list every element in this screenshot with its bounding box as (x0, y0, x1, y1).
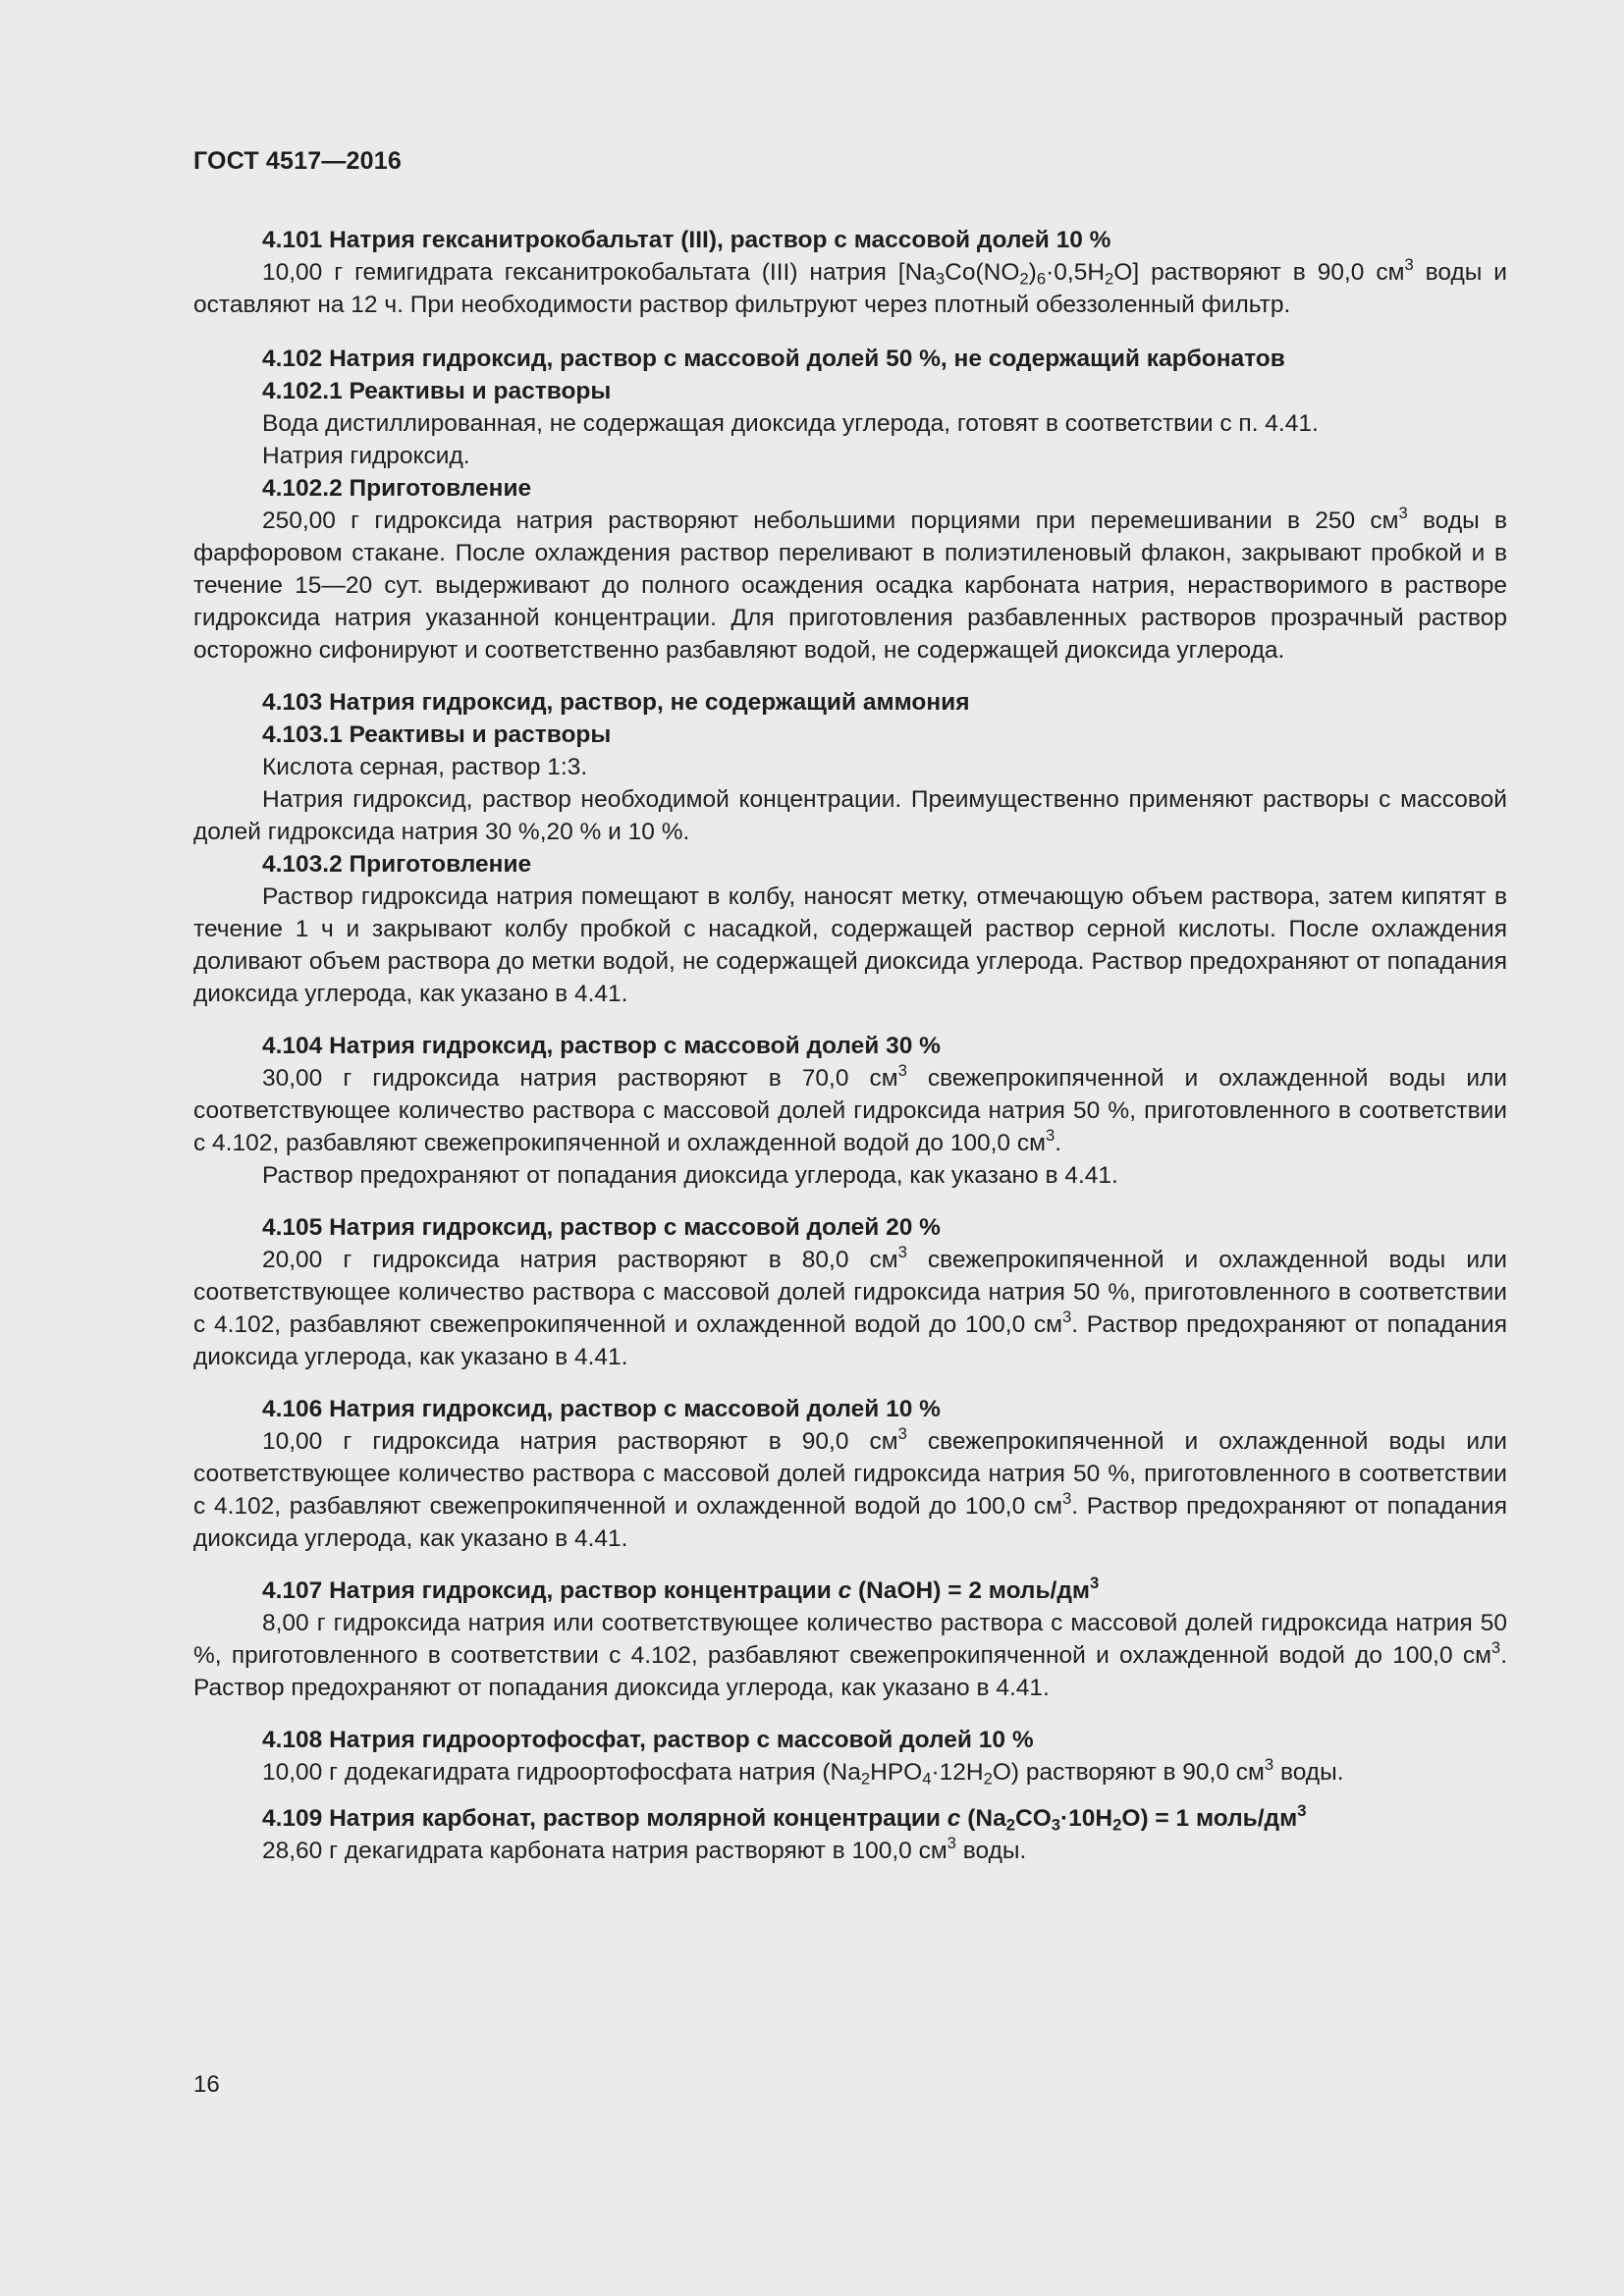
paragraph: 250,00 г гидроксида натрия растворяют небольшими порциями при перемешивании в 250 $см^3$ воды в фарфоровом стакане. После охлаждения раствор переливают в полиэтиленовый флакон, закрывают пробкой и в течение 15—20 сут. выдерживают до полного осаждения осадка карбоната натрия, нерастворимого в растворе гидроксида натрия указанной концентрации. Для приготовления разбавленных растворов прозрачный раствор осторожно сифонируют и соответственно разбавляют водой, не содержащей диоксида углерода. (193, 504, 1507, 664)
document-header: ГОСТ 4517—2016 (193, 147, 402, 175)
paragraph: Натрия гидроксид. (262, 443, 470, 469)
paragraph: 8,00 г гидроксида натрия или соответствующее количество раствора с массовой долей гидроксида натрия 50 %, приготовленного в соответствии с 4.102, разбавляют свежепрокипяченной и охлажденной водой до 100,0 $см^3$. Раствор предохраняют от попадания диоксида углерода, как указано в 4.41. (193, 1610, 1507, 1701)
section-heading: 4.108 Натрия гидроортофосфат, раствор с массовой долей 10 % (262, 1727, 1034, 1753)
section-heading: 4.109 Натрия карбонат, раствор молярной концентрации c $(Na_2CO_3\cdot 10H_2O) = 1$ моль/$дм^3$ (262, 1801, 1307, 1835)
section-heading: 4.105 Натрия гидроксид, раствор с массовой долей 20 % (262, 1214, 941, 1241)
section-heading: 4.103 Натрия гидроксид, раствор, не содержащий аммония (262, 689, 970, 716)
subsection-heading: 4.103.1 Реактивы и растворы (262, 721, 612, 748)
document-body (193, 224, 1507, 1867)
subsection-heading: 4.102.1 Реактивы и растворы (262, 378, 612, 404)
subsection-heading: 4.103.2 Приготовление (262, 851, 532, 878)
section-heading: 4.106 Натрия гидроксид, раствор с массовой долей 10 % (262, 1396, 941, 1422)
paragraph: 10,00 г додекагидрата гидроортофосфата натрия $(Na_2HPO_4\cdot 12H_2O)$ растворяют в 90,0 $см^3$ воды. (262, 1755, 1344, 1789)
paragraph: Натрия гидроксид, раствор необходимой концентрации. Преимущественно применяют растворы с массовой долей гидроксида натрия 30 %,20 % и 10 %. (193, 786, 1507, 845)
paragraph: 20,00 г гидроксида натрия растворяют в 80,0 $см^3$ свежепрокипяченной и охлажденной воды или соответствующее количество раствора с массовой долей гидроксида натрия 50 %, приготовленного в соответствии с 4.102, разбавляют свежепрокипяченной и охлажденной водой до 100,0 $см^3$. Раствор предохраняют от попадания диоксида углерода, как указано в 4.41. (193, 1243, 1507, 1370)
section-heading: 4.101 Натрия гексанитрокобальтат (III), раствор с массовой долей 10 % (262, 227, 1111, 253)
section-heading: 4.102 Натрия гидроксид, раствор с массовой долей 50 %, не содержащий карбонатов (262, 346, 1285, 372)
paragraph: 30,00 г гидроксида натрия растворяют в 70,0 $см^3$ свежепрокипяченной и охлажденной воды или соответствующее количество раствора с массовой долей гидроксида натрия 50 %, приготовленного в соответствии с 4.102, разбавляют свежепрокипяченной и охлажденной водой до 100,0 $см^3$. (193, 1061, 1507, 1156)
paragraph: 28,60 г декагидрата карбоната натрия растворяют в 100,0 $см^3$ воды. (262, 1834, 1027, 1864)
section-heading: 4.104 Натрия гидроксид, раствор с массовой долей 30 % (262, 1033, 941, 1059)
paragraph: Кислота серная, раствор 1:3. (262, 754, 588, 780)
paragraph: Вода дистиллированная, не содержащая диоксида углерода, готовят в соответствии с п. 4.41. (262, 410, 1319, 437)
subsection-heading: 4.102.2 Приготовление (262, 475, 532, 502)
page-number: 16 (193, 2071, 220, 2098)
paragraph: Раствор предохраняют от попадания диоксида углерода, как указано в 4.41. (262, 1162, 1118, 1189)
paragraph: Раствор гидроксида натрия помещают в колбу, наносят метку, отмечающую объем раствора, затем кипятят в течение 1 ч и закрывают колбу пробкой с насадкой, содержащей раствор серной кислоты. После охлаждения доливают объем раствора до метки водой, не содержащей диоксида углерода. Раствор предохраняют от попадания диоксида углерода, как указано в 4.41. (193, 883, 1507, 1007)
section-heading: 4.107 Натрия гидроксид, раствор концентрации c (NaOH) = 2 моль/$дм^3$ (262, 1574, 1100, 1604)
paragraph: 10,00 г гидроксида натрия растворяют в 90,0 $см^3$ свежепрокипяченной и охлажденной воды или соответствующее количество раствора с массовой долей гидроксида натрия 50 %, приготовленного в соответствии с 4.102, разбавляют свежепрокипяченной и охлажденной водой до 100,0 $см^3$. Раствор предохраняют от попадания диоксида углерода, как указано в 4.41. (193, 1424, 1507, 1552)
paragraph: 10,00 г гемигидрата гексанитрокобальтата (III) натрия $[Na_3Co(NO_2)_6\cdot 0,5H_2O]$ растворяют в 90,0 $см^3$ воды и оставляют на 12 ч. При необходимости раствор фильтруют через плотный обеззоленный фильтр. (193, 255, 1507, 318)
